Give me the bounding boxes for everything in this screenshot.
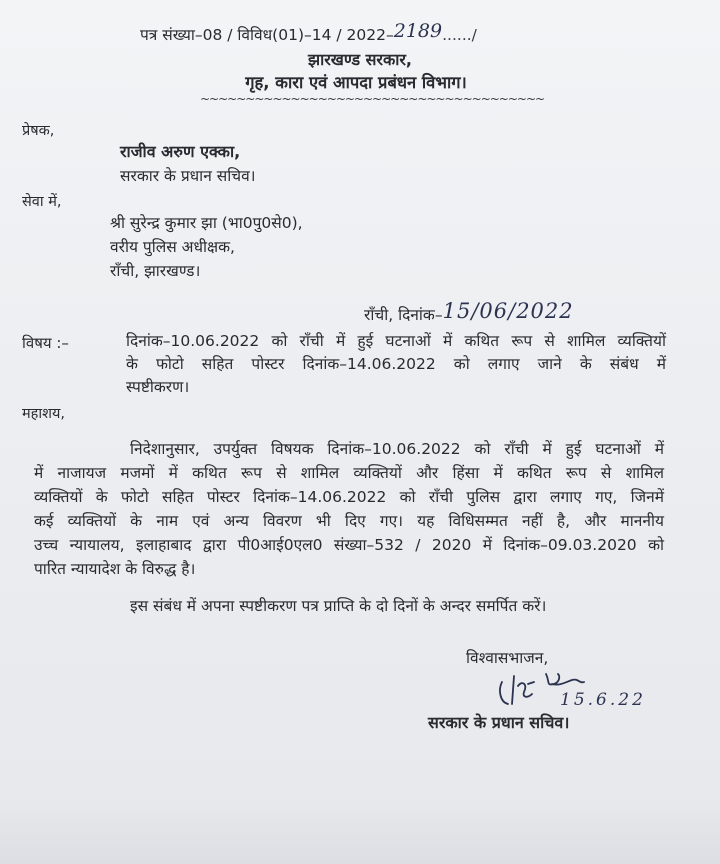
sender-designation: सरकार के प्रधान सचिव। <box>120 167 256 185</box>
subject-text <box>126 330 666 398</box>
department-name: गृह, कारा एवं आपदा प्रबंधन विभाग। <box>245 73 467 92</box>
date-line <box>364 299 574 325</box>
body-line: व्यक्तियों के फोटो सहित पोस्टर दिनांक–14.06.2022 को राँची पुलिस द्वारा लगाए गए, जिनमें <box>34 488 664 506</box>
letter-number-prefix: पत्र संख्या–08 / विविध(01)–14 / 2022– <box>140 26 394 44</box>
date-label: राँची, दिनांक– <box>364 306 443 324</box>
government-name: झारखण्ड सरकार, <box>307 50 413 69</box>
subject-line: के फोटो सहित पोस्टर दिनांक–14.06.2022 को लगाए जाने के संबंध में <box>126 355 666 373</box>
signature-date: 15.6.22 <box>560 690 646 710</box>
body-paragraph <box>34 437 664 581</box>
signatory-designation: सरकार के प्रधान सचिव। <box>428 713 570 732</box>
recipient-place: राँची, झारखण्ड। <box>110 262 201 280</box>
closing-instruction: इस संबंध में अपना स्पष्टीकरण पत्र प्राप्ति के दो दिनों के अन्दर समर्पित करें। <box>130 597 547 615</box>
letter-number <box>140 20 477 45</box>
page-shadow <box>0 800 720 864</box>
recipient-designation: वरीय पुलिस अधीक्षक, <box>110 238 235 256</box>
closing-phrase: विश्वासभाजन, <box>466 649 549 667</box>
subject-line: दिनांक–10.06.2022 को राँची में हुई घटनाओं में कथित रूप से शामिल व्यक्तियों <box>126 332 666 350</box>
sender-name: राजीव अरुण एक्का, <box>120 142 241 161</box>
sender-label: प्रेषक, <box>22 123 55 139</box>
salutation: महाशय, <box>22 406 66 422</box>
handwritten-letter-number: 2189 <box>393 20 443 42</box>
recipient-name: श्री सुरेन्द्र कुमार झा (भा0पु0से0), <box>110 214 303 232</box>
recipient-label: सेवा में, <box>22 194 62 210</box>
letter-number-suffix: ....../ <box>442 26 477 44</box>
subject-label: विषय :– <box>22 334 69 352</box>
body-line: पारित न्यायादेश के विरुद्ध है। <box>34 560 196 578</box>
subject-line: स्पष्टीकरण। <box>126 378 190 396</box>
body-line: उच्च न्यायालय, इलाहाबाद द्वारा पी0आई0एल0 संख्या–532 / 2020 में दिनांक–09.03.2020 को <box>34 536 664 554</box>
body-line: निदेशानुसार, उपर्युक्त विषयक दिनांक–10.06.2022 को राँची में हुई घटनाओं में <box>130 440 664 458</box>
header-underline: ~~~~~~~~~~~~~~~~~~~~~~~~~~~~~~~~~~~~~~ <box>200 92 545 106</box>
body-line: में नाजायज मजमों में कथित रूप से शामिल व्यक्तियों और हिंसा में कथित रूप से शामिल <box>34 464 664 482</box>
handwritten-date: 15/06/2022 <box>442 299 574 323</box>
body-line: कई व्यक्तियों के नाम एवं अन्य विवरण भी दिए गए। यह विधिसम्मत नहीं है, और माननीय <box>34 512 664 530</box>
